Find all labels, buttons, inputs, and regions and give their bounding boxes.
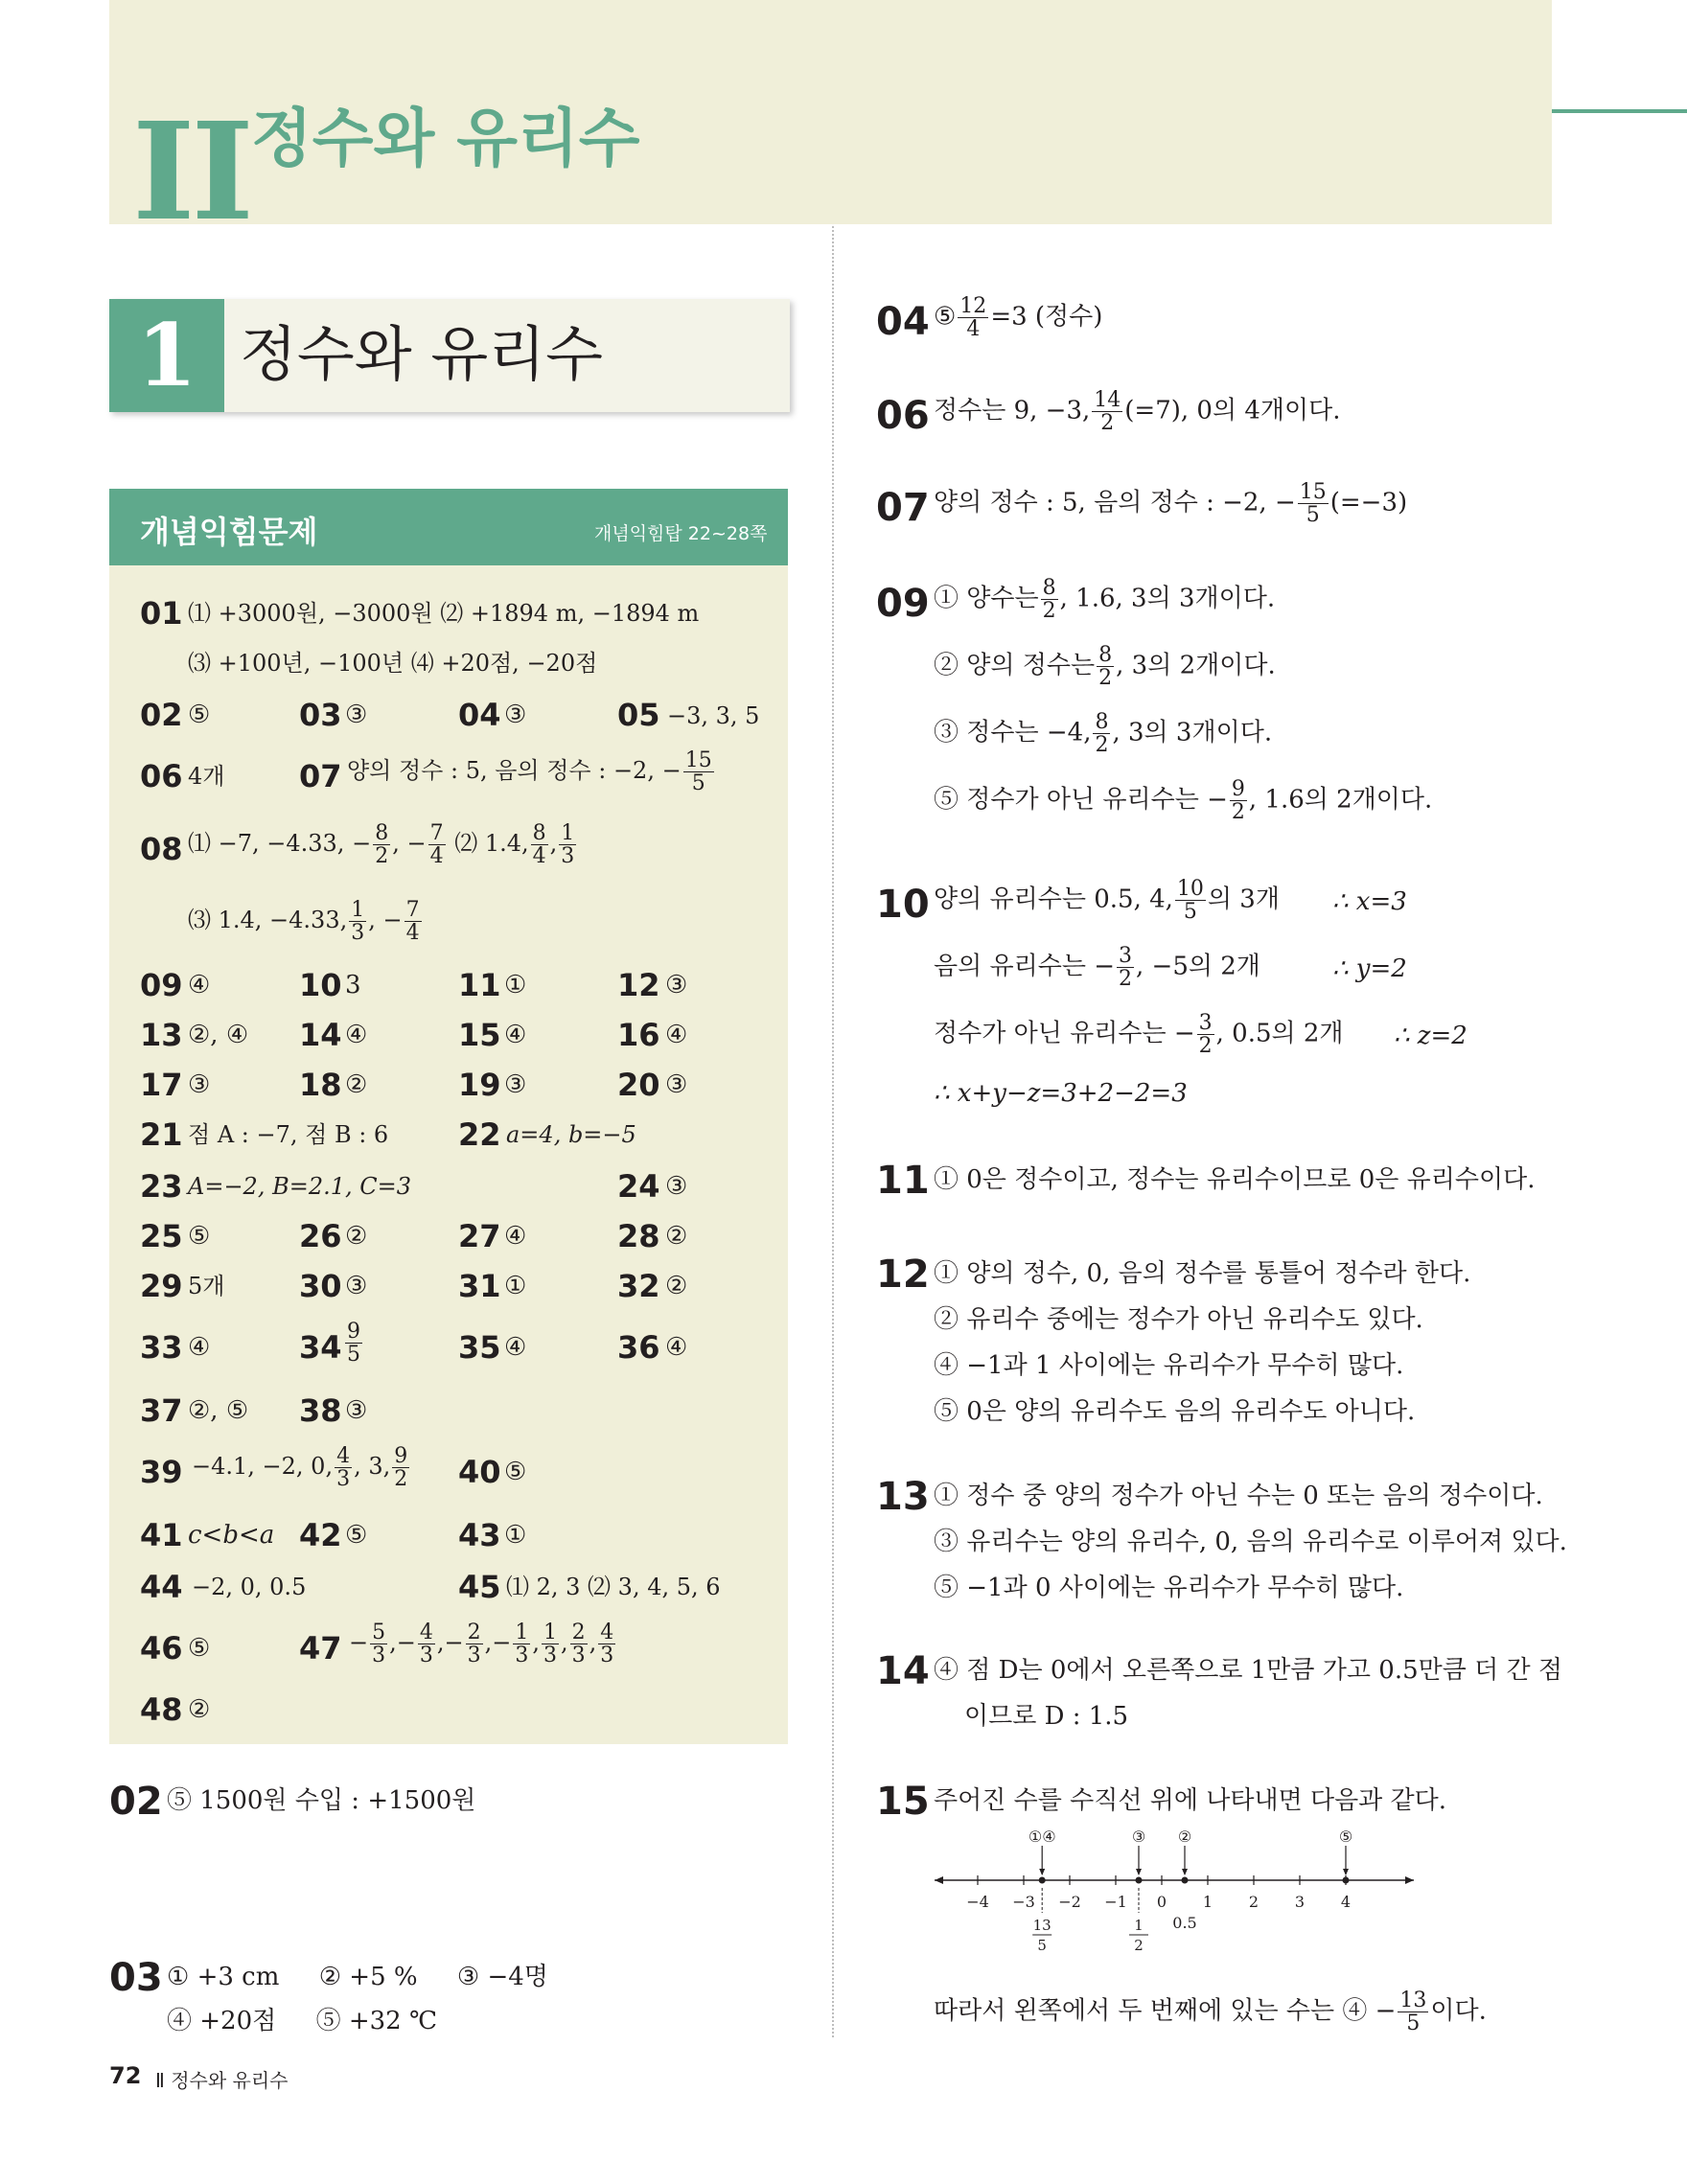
q-number: 05 [617, 697, 660, 733]
q-number: 35 [458, 1329, 501, 1366]
q-number: 22 [458, 1116, 501, 1153]
part-title: 정수와 유리수 [251, 102, 640, 175]
answer: ① +3 cm ② +5 % ③ −4명 [167, 1963, 548, 1991]
answer: ⑤ [345, 1521, 368, 1550]
q-number: 12 [876, 1253, 930, 1297]
below-denominator: 5 [1037, 1937, 1047, 1954]
chapter-number: 1 [109, 299, 224, 412]
q-number: 10 [876, 883, 930, 927]
answer: ⑤ 정수가 아닌 유리수는 − $\frac{9}{2}$ , 1.6의 2개이다. [934, 777, 1433, 825]
q-number: 13 [876, 1475, 930, 1519]
answer: ③ [188, 1070, 211, 1099]
fraction: $\frac{15}{5}$ [684, 748, 712, 796]
answer: ① 양수는 $\frac{8}{2}$ , 1.6, 3의 3개이다. [934, 576, 1276, 624]
answer: ① 양의 정수, 0, 음의 정수를 통틀어 정수라 한다. [934, 1259, 1471, 1288]
answer: ② 유리수 중에는 정수가 아닌 유리수도 있다. [934, 1305, 1423, 1334]
answer: ③ [504, 701, 527, 729]
answer: 음의 유리수는 − $\frac{3}{2}$ , −5의 2개 [934, 944, 1260, 992]
comma: , [589, 1629, 597, 1657]
q-number: 07 [299, 758, 342, 794]
q-number: 14 [876, 1649, 930, 1693]
point [1136, 1877, 1143, 1884]
answer: ④ [504, 1021, 527, 1049]
tick-label: 4 [1340, 1893, 1352, 1911]
answer: ③ [345, 1396, 368, 1425]
answer: ② 양의 정수는 $\frac{8}{2}$ , 3의 2개이다. [934, 643, 1276, 691]
q-number: 07 [876, 486, 930, 530]
q-number: 38 [299, 1392, 342, 1429]
q-number: 24 [617, 1168, 660, 1205]
answer: 4개 [188, 763, 225, 790]
answer: ④ [188, 971, 211, 1000]
answer: ⑤ [504, 1458, 527, 1486]
banner-rule [1552, 109, 1687, 113]
below-numerator: 1 [1134, 1917, 1144, 1934]
answer: ② [188, 1695, 211, 1724]
comma: , [436, 1629, 445, 1657]
q-number: 19 [458, 1067, 501, 1103]
tick-label: −4 [966, 1893, 989, 1911]
q-number: 28 [617, 1218, 660, 1254]
q-number: 29 [140, 1268, 183, 1304]
q-number: 45 [458, 1569, 501, 1605]
answer: ③ 유리수는 양의 유리수, 0, 음의 유리수로 이루어져 있다. [934, 1528, 1567, 1556]
answer: ① [504, 1521, 527, 1550]
mark-arrowhead [1039, 1869, 1045, 1875]
q-number: 10 [299, 967, 342, 1003]
answer: ⑤ [188, 701, 211, 729]
q-number: 39 [140, 1454, 183, 1490]
q-number: 11 [458, 967, 501, 1003]
answer: ④ [188, 1333, 211, 1362]
point [1343, 1877, 1350, 1884]
fraction: $\frac{1}{3}$ [515, 1621, 529, 1668]
q-number: 23 [140, 1168, 183, 1205]
answer: ③ [345, 1272, 368, 1300]
answer: ⑤ 1500원 수입 : +1500원 [167, 1786, 476, 1815]
mark-label: ② [1177, 1828, 1192, 1846]
answer: ④ −1과 1 사이에는 유리수가 무수히 많다. [934, 1351, 1404, 1380]
answer: ① 0은 정수이고, 정수는 유리수이므로 0은 유리수이다. [934, 1165, 1536, 1194]
answer: ④ [504, 1222, 527, 1251]
q-number: 18 [299, 1067, 342, 1103]
answer: ②, ④ [188, 1021, 249, 1049]
answer: ③ [665, 1070, 688, 1099]
q-number: 06 [876, 394, 930, 438]
q-number: 32 [617, 1268, 660, 1304]
comma: , [561, 1629, 568, 1657]
answer: ∴ x+y−z=3+2−2=3 [934, 1079, 1188, 1108]
answer: ② [665, 1222, 688, 1251]
q-number: 02 [109, 1780, 163, 1824]
answer: ④ [345, 1021, 368, 1049]
answer: ④ [665, 1021, 688, 1049]
q-number: 31 [458, 1268, 501, 1304]
below-numerator: 13 [1032, 1917, 1051, 1934]
answer: 따라서 왼쪽에서 두 번째에 있는 수는 ④ − $\frac{13}{5}$ 이다. [934, 1989, 1487, 2036]
answer: ④ +20점 ⑤ +32 ℃ [167, 2007, 438, 2035]
answer: ② [665, 1272, 688, 1300]
fraction: $\frac{1}{3}$ [543, 1621, 557, 1668]
point [1039, 1877, 1046, 1884]
q-number: 25 [140, 1218, 183, 1254]
q-number: 37 [140, 1392, 183, 1429]
q-number: 27 [458, 1218, 501, 1254]
q-number: 21 [140, 1116, 183, 1153]
axis-arrow-left [935, 1876, 943, 1884]
q-number: 09 [140, 967, 183, 1003]
q-number: 43 [458, 1517, 501, 1553]
answer: 양의 유리수는 0.5, 4, $\frac{10}{5}$ 의 3개 [934, 877, 1280, 925]
tick-label: 0 [1156, 1893, 1167, 1911]
answer: ⑴ 2, 3 ⑵ 3, 4, 5, 6 [506, 1574, 721, 1600]
below-denominator: 2 [1134, 1937, 1144, 1954]
mark-label: ③ [1131, 1828, 1146, 1846]
q-number: 01 [140, 595, 183, 632]
fraction: $\frac{5}{3}$ [372, 1621, 386, 1668]
q-number: 30 [299, 1268, 342, 1304]
answer: ⑴ −7, −4.33, − $\frac{8}{2}$ , − $\frac{7}{4}$ ⑵ 1.4, $\frac{8}{4}$ , $\frac{1}{3}$ [188, 821, 575, 869]
q-number: 26 [299, 1218, 342, 1254]
answer: −3, 3, 5 [667, 702, 760, 729]
comma: , [389, 1629, 397, 1657]
answer: 정수는 9, −3, $\frac{14}{2}$ (=7), 0의 4개이다. [934, 388, 1341, 436]
q-number: 46 [140, 1630, 183, 1667]
answer: ∴ z=2 [1394, 1022, 1467, 1050]
answer: ① [504, 1272, 527, 1300]
answer: c<b<a [188, 1521, 275, 1550]
answer: ②, ⑤ [188, 1396, 249, 1425]
q-number: 08 [140, 831, 183, 867]
comma: , [532, 1629, 540, 1657]
answer: 주어진 수를 수직선 위에 나타내면 다음과 같다. [934, 1786, 1447, 1815]
tick-label: −2 [1058, 1893, 1081, 1911]
mark-arrowhead [1136, 1869, 1142, 1875]
answer: ③ [345, 701, 368, 729]
answer: ③ 정수는 −4, $\frac{8}{2}$ , 3의 3개이다. [934, 710, 1273, 758]
part-numeral: II [132, 94, 250, 251]
sign: − [349, 1629, 369, 1657]
q-number: 17 [140, 1067, 183, 1103]
q-number: 13 [140, 1017, 183, 1053]
answer: ⑴ +3000원, −3000원 ⑵ +1894 m, −1894 m [188, 600, 700, 627]
answer: 양의 정수 : 5, 음의 정수 : −2, − $\frac{15}{5}$ [347, 748, 712, 796]
q-number: 47 [299, 1630, 342, 1667]
sign: − [396, 1629, 416, 1657]
q-number: 41 [140, 1517, 183, 1553]
q-number: 36 [617, 1329, 660, 1366]
q-number: 34 [299, 1329, 342, 1366]
answer: 5개 [188, 1273, 225, 1299]
q-number: 03 [299, 697, 342, 733]
tick-label: −3 [1012, 1893, 1035, 1911]
tick-label: 1 [1202, 1893, 1213, 1911]
q-number: 04 [876, 300, 930, 344]
page-number: 72 [109, 2062, 142, 2089]
answer-fractions [349, 1621, 617, 1667]
q-number: 03 [109, 1956, 163, 2000]
number-line [920, 1821, 1438, 1974]
q-number: 44 [140, 1569, 183, 1605]
answer: 양의 정수 : 5, 음의 정수 : −2, − $\frac{15}{5}$ (=−3) [934, 480, 1408, 528]
q-number: 12 [617, 967, 660, 1003]
answer: ③ [665, 971, 688, 1000]
answer: ⑶ +100년, −100년 ⑷ +20점, −20점 [188, 650, 598, 677]
concept-title: 개념익힘문제 [140, 514, 318, 550]
fraction: $\frac{4}{3}$ [600, 1621, 614, 1668]
mark-label: ①④ [1028, 1828, 1056, 1846]
answer: ④ [504, 1333, 527, 1362]
answer: ③ [504, 1070, 527, 1099]
tick-label: −1 [1104, 1893, 1127, 1911]
mark-arrowhead [1182, 1869, 1188, 1875]
q-number: 16 [617, 1017, 660, 1053]
footer-section: Ⅱ 정수와 유리수 [155, 2069, 289, 2092]
q-number: 06 [140, 758, 183, 794]
answer: ② [345, 1222, 368, 1251]
q-number: 02 [140, 697, 183, 733]
comma: , [484, 1629, 493, 1657]
answer: ⑤ [188, 1634, 211, 1663]
answer: ∴ y=2 [1332, 954, 1407, 983]
answer: 이므로 D : 1.5 [964, 1702, 1129, 1731]
fraction: $\frac{2}{3}$ [571, 1621, 586, 1668]
axis-arrow-right [1405, 1876, 1414, 1884]
point [1182, 1877, 1189, 1884]
q-number: 20 [617, 1067, 660, 1103]
concept-reference: 개념익힘탑 22~28쪽 [594, 523, 768, 544]
tick-label: 3 [1294, 1893, 1306, 1911]
q-number: 42 [299, 1517, 342, 1553]
fraction: $\frac{4}{3}$ [419, 1621, 433, 1668]
sign: − [492, 1629, 512, 1657]
answer: ⑶ 1.4, −4.33, $\frac{1}{3}$ , − $\frac{7}{4}$ [188, 898, 420, 946]
q-number: 15 [876, 1780, 930, 1824]
answer: 점 A : −7, 점 B : 6 [188, 1121, 389, 1148]
q-number: 33 [140, 1329, 183, 1366]
answer: ④ [665, 1333, 688, 1362]
answer: −2, 0, 0.5 [192, 1574, 307, 1600]
answer: 3 [345, 971, 361, 1000]
q-number: 40 [458, 1454, 501, 1490]
answer: 정수가 아닌 유리수는 − $\frac{3}{2}$ , 0.5의 2개 [934, 1011, 1344, 1059]
concept-panel [109, 489, 788, 1744]
chapter-title: 정수와 유리수 [240, 319, 604, 389]
mark-arrowhead [1343, 1869, 1349, 1875]
answer: ∴ x=3 [1332, 887, 1407, 916]
answer: ⑤ [188, 1222, 211, 1251]
q-number: 04 [458, 697, 501, 733]
q-number: 15 [458, 1017, 501, 1053]
sign: − [444, 1629, 464, 1657]
answer: −4.1, −2, 0, $\frac{4}{3}$ , 3, $\frac{9}{2}$ [192, 1444, 408, 1492]
answer: ② [345, 1070, 368, 1099]
answer: ⑤ $\frac{12}{4}$ =3 (정수) [934, 294, 1103, 342]
answer: ① 정수 중 양의 정수가 아닌 수는 0 또는 음의 정수이다. [934, 1482, 1543, 1510]
q-number: 09 [876, 582, 930, 626]
answer: a=4, b=−5 [506, 1121, 636, 1148]
mark-label: ⑤ [1338, 1828, 1353, 1846]
column-divider [832, 226, 834, 2037]
answer: ⑤ 0은 양의 유리수도 음의 유리수도 아니다. [934, 1397, 1416, 1426]
answer: ① [504, 971, 527, 1000]
answer: A=−2, B=2.1, C=3 [188, 1173, 411, 1200]
q-number: 48 [140, 1691, 183, 1728]
answer: ③ [665, 1172, 688, 1201]
answer: ④ 점 D는 0에서 오른쪽으로 1만큼 가고 0.5만큼 더 간 점 [934, 1656, 1563, 1685]
fraction: $\frac{2}{3}$ [467, 1621, 481, 1668]
answer: $\frac{9}{5}$ [347, 1320, 360, 1368]
tick-label: 2 [1248, 1893, 1259, 1911]
below-label: 0.5 [1172, 1914, 1197, 1932]
q-number: 14 [299, 1017, 342, 1053]
q-number: 11 [876, 1159, 930, 1203]
answer: ⑤ −1과 0 사이에는 유리수가 무수히 많다. [934, 1574, 1404, 1602]
